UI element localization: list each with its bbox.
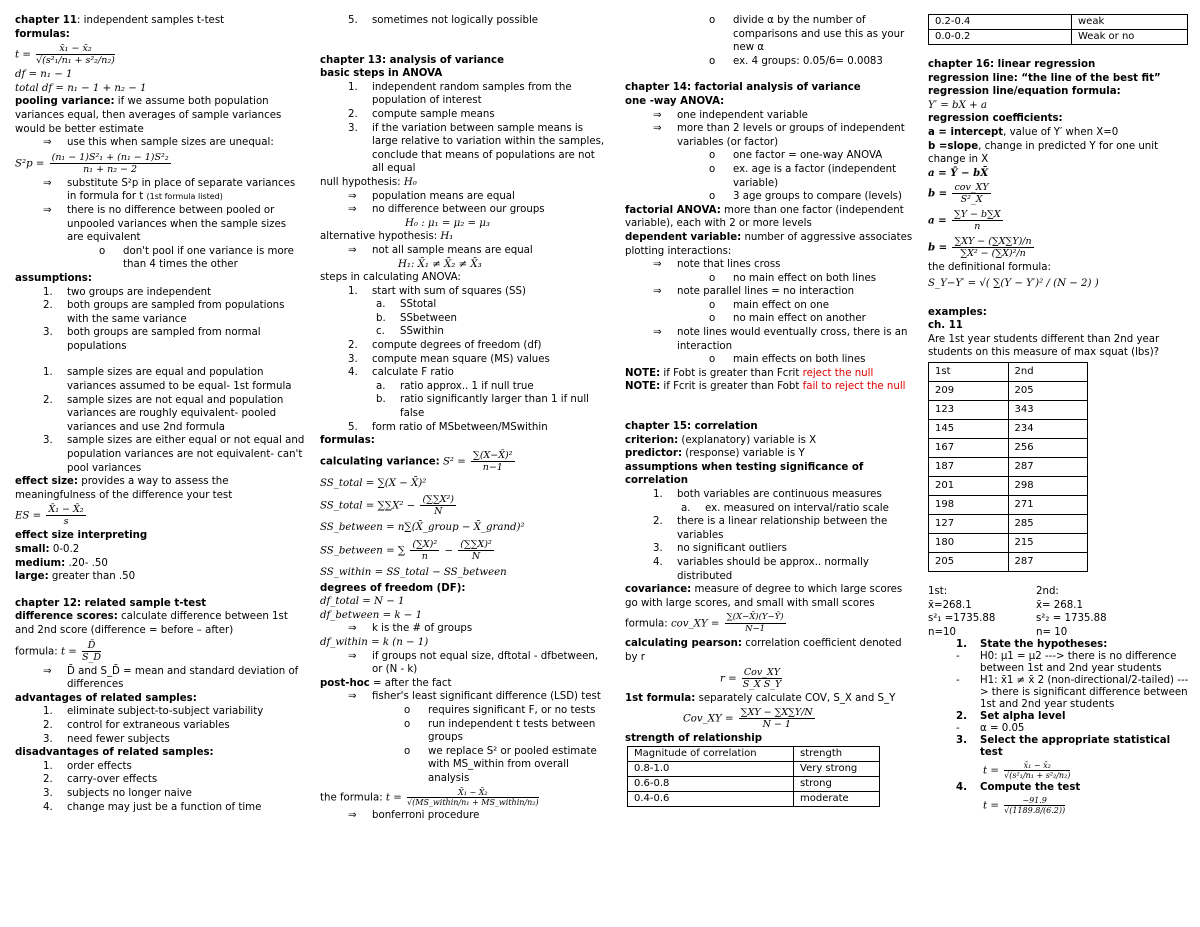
arrow-icon: ⇒	[348, 650, 357, 662]
ch13-ssbetween-1: SS_between = n∑(X̄_group − X̄_grand)²	[320, 522, 525, 534]
arrow-icon: ⇒	[653, 286, 662, 298]
ch14-plot-item: ⇒ note lines would eventually cross, there is an interaction	[653, 327, 908, 352]
bullet-icon: o	[709, 191, 716, 203]
ch15-first-formula: 1st formula: separately calculate COV, S_X and S_Y	[625, 692, 896, 704]
ch14-plot-sub: o main effect on one	[709, 299, 829, 311]
ch13-alt-item: ⇒ not all sample means are equal	[348, 244, 533, 256]
ch12-disadvantage: 1. order effects	[43, 760, 132, 772]
table-row: 201 298	[929, 476, 1088, 495]
arrow-icon: ⇒	[43, 204, 52, 216]
ch12-d-note: ⇒ D̄ and S_D̄ = mean and standard deviation of differences	[43, 665, 299, 691]
arrow-icon: ⇒	[348, 244, 357, 256]
ch13-step: 1. independent random samples from the population of interest	[348, 81, 572, 107]
ch13-ssbetween-2: SS_between = ∑ $\frac{\text{(∑X)²}}{n}$ − $\frac{\text{(∑∑X)²}}{N}$	[320, 539, 492, 562]
ch15-assumption: 1. both variables are continuous measures	[653, 489, 882, 500]
ch13-k-note: ⇒ k is the # of groups	[348, 623, 473, 635]
bullet-icon: o	[404, 745, 411, 757]
ch15-assumption-sub: a. ex. measured on interval/ratio scale	[681, 502, 889, 514]
ch13-basic: basic steps in ANOVA	[320, 68, 443, 80]
bullet-icon: o	[404, 704, 411, 716]
ch15-covariance: covariance: measure of degree to which large scores go with large scores, and small with small scores	[625, 584, 903, 609]
table-row: 0.4-0.6 moderate	[628, 791, 880, 806]
arrow-icon: ⇒	[653, 109, 662, 121]
arrow-icon: ⇒	[348, 623, 357, 635]
ch12-advantage: 3. need fewer subjects	[43, 733, 170, 745]
ch13-alt-eq: H₁: X̄₁ ≠ X̄₂ ≠ X̄₃	[398, 258, 482, 270]
ch11-title-rest: : independent samples t-test	[77, 15, 225, 26]
ch13-fisher-item: o run independent t tests between groups	[404, 718, 596, 744]
ch14-title: chapter 14: factorial analysis of variance	[625, 82, 861, 94]
ch12-disadvantage: 3. subjects no longer naive	[43, 787, 192, 799]
ch14-oneway-sub: o 3 age groups to compare (levels)	[709, 191, 902, 203]
ch11-medium: medium: .20- .50	[15, 557, 108, 569]
ch11-sp-formula: S²p = $\frac{\text{(n₁ − 1)S²₁ + (n₁ − 1)S²₂}}{\text{n₁ + n₂ − 2}}$	[15, 151, 169, 175]
ch16-title: chapter 16: linear regression	[928, 59, 1096, 70]
ch12-formula: formula: t = $\frac{D̄}{S\_D̄}$	[15, 639, 101, 663]
arrow-icon: ⇒	[348, 809, 357, 821]
ch13-step: 3. if the variation between sample means is large relative to variation within the samples, conclude that means of populations are not all equal	[348, 122, 605, 175]
bullet-icon: o	[709, 55, 716, 67]
ch13-fisher: ⇒ fisher's least significant difference (LSD) test	[348, 691, 601, 703]
ch12-disadvantage: 4. change may just be a function of time	[43, 801, 262, 813]
ch13-null-item: ⇒ no difference between our groups	[348, 204, 545, 216]
ch15-title: chapter 15: correlation	[625, 421, 758, 433]
ch14-plot-item: ⇒ note that lines cross	[653, 259, 781, 271]
table-row: 209 205	[929, 381, 1088, 400]
ch14-note-1: NOTE: if Fobt is greater than Fcrit reject the null	[625, 367, 874, 379]
table-row: 145 234	[929, 419, 1088, 438]
ch15-cov2-formula: Cov_XY = $\frac{\sum XY - \sum X\sum Y/N}{N - 1}$	[683, 707, 813, 731]
ch13-df-between: df_between = k − 1	[320, 609, 423, 621]
table-row: 0.2-0.4 weak	[929, 15, 1188, 30]
ch11-effect-size: effect size: provides a way to assess the meaningfulness of the difference your test	[15, 476, 233, 501]
ch14-plotting: plotting interactions:	[625, 245, 732, 257]
ch11-size-case: 2. sample sizes are not equal and population variances are roughly equivalent- pooled variances and use 2nd formula	[43, 394, 284, 433]
ch13-fisher-item: o requires significant F, or no tests	[404, 704, 596, 716]
ch13-null-item: ⇒ population means are equal	[348, 190, 515, 202]
ch13-null-head: null hypothesis: H₀	[320, 176, 417, 188]
ch12-advantage: 2. control for extraneous variables	[43, 719, 230, 731]
stats-group-2: 2nd: x̄= 268.1 s²₂ = 1735.88 n= 10	[1036, 585, 1107, 638]
ch14-note-2: NOTE: if Fcrit is greater than Fobt fail to reject the null	[625, 381, 906, 393]
ch11-pooling: pooling variance: if we assume both population variances equal, then averages of sample variances would be better estimate	[15, 96, 282, 135]
example-h0: - H0: µ1 = µ2 ---> there is no difference between 1st and 2nd year students	[956, 651, 1177, 675]
ch11-assumption: 3. both groups are sampled from normal populations	[43, 327, 261, 352]
ch12-disadvantage: 5. sometimes not logically possible	[348, 15, 539, 26]
ch13-bonf-item: o ex. 4 groups: 0.05/6= 0.0083	[709, 55, 883, 67]
ch11-assumption: 2. both groups are sampled from populations with the same variance	[43, 300, 285, 325]
table-row: 187 287	[929, 457, 1088, 476]
ch11-df1: df = n₁ − 1	[15, 69, 73, 81]
ch11-df2: total df = n₁ − 1 + n₂ − 1	[15, 82, 147, 94]
ch15-assumption: 3. no significant outliers	[653, 543, 787, 555]
bullet-icon: o	[709, 150, 716, 162]
ch16-f4: b = $\frac{\sum XY - (\sum X\sum Y)/n}{\text{∑X² − (∑X)²/n}}$	[928, 236, 1032, 260]
ch13-f-item: b. ratio significantly larger than 1 if null false	[376, 394, 590, 420]
ch14-oneway-item: ⇒ more than 2 levels or groups of independent variables (or factor)	[653, 123, 905, 148]
ch11-title: chapter 11	[15, 15, 77, 26]
ch13-fisher-item: o we replace S² or pooled estimate with MS_within from overall analysis	[404, 745, 597, 784]
arrow-icon: ⇒	[653, 259, 662, 271]
ch14-oneway-sub: o one factor = one-way ANOVA	[709, 150, 883, 162]
ch14-factorial: factorial ANOVA: more than one factor (independent variable), each with 2 or more levels	[625, 204, 904, 230]
ch15-assumption: 4. variables should be approx.. normally distributed	[653, 556, 869, 582]
ch11-dont-pool: o don't pool if one variance is more than 4 times the other	[99, 245, 294, 271]
ch12-diff: difference scores: calculate difference between 1st and 2nd score (difference = before – after)	[15, 611, 288, 636]
ch13-calc-step: 1. start with sum of squares (SS)	[348, 285, 526, 297]
ch11-small: small: 0-0.2	[15, 544, 80, 555]
bullet-icon: o	[709, 313, 716, 325]
example-step: 2. Set alpha level	[956, 711, 1066, 723]
ch13-null-eq: H₀ : μ₁ = μ₂ = μ₃	[405, 217, 491, 229]
column-3	[625, 14, 915, 807]
ch13-title: chapter 13: analysis of variance	[320, 54, 505, 66]
table-row: 0.6-0.8 strong	[628, 776, 880, 791]
ch13-bonferroni: ⇒ bonferroni procedure	[348, 809, 480, 821]
ch13-ss-item: c. SSwithin	[376, 326, 444, 338]
examples-head: examples:	[928, 306, 987, 318]
arrow-icon: ⇒	[43, 177, 52, 189]
ch16-f5: S_Y−Y′ = √( ∑(Y − Y′)² / (N − 2) )	[928, 277, 1099, 289]
table-row: 1st 2nd	[929, 362, 1088, 381]
ch14-plot-sub: o no main effect on another	[709, 313, 866, 325]
stats-group-1: 1st: x̄=268.1 s²₁ =1735.88 n=10	[928, 585, 996, 638]
ch15-assumption: 2. there is a linear relationship between the variables	[653, 516, 888, 541]
arrow-icon: ⇒	[348, 190, 357, 202]
ch13-step: 2. compute sample means	[348, 108, 495, 120]
column-2	[320, 14, 605, 822]
strength-table-continued	[928, 14, 1188, 45]
ch16-slope: b =slope, change in predicted Y for one unit change in X	[928, 140, 1159, 166]
examples-question: Are 1st year students different than 2nd year students on this measure of max squat (lbs)?	[928, 333, 1160, 359]
ch13-calc-step: 3. compute mean square (MS) values	[348, 353, 550, 365]
ch12-title: chapter 12: related sample t-test	[15, 597, 207, 609]
ch13-formulas-head: formulas:	[320, 435, 375, 447]
bullet-icon: o	[404, 718, 411, 730]
ch16-coef-head: regression coefficients:	[928, 113, 1063, 125]
ch13-ss-item: b. SSbetween	[376, 312, 457, 324]
example-t-formula: t = $\frac{\text{x̄₁ − x̄₂}}{\text{√(s²₁/n₁ + s²₂/n₂)}}$	[983, 761, 1071, 781]
ch12-adv-head: advantages of related samples:	[15, 692, 197, 704]
ch14-plot-item: ⇒ note parallel lines = no interaction	[653, 286, 855, 298]
table-row: 127 285	[929, 514, 1088, 533]
example-t-computed: t = $\frac{-91.9}{√(1189.8/(6.2))}$	[983, 796, 1066, 816]
ch11-substitute: ⇒ substitute S²p in place of separate variances in formula for t (1st formula listed)	[43, 177, 296, 203]
ch15-cov-formula: formula: cov_XY = $\frac{\sum(X-X̄)(Y-Ȳ)}{N-1}$	[625, 612, 784, 635]
table-row: 167 256	[929, 438, 1088, 457]
example-step: 3. Select the appropriate statistical test	[956, 735, 1171, 759]
arrow-icon: ⇒	[43, 665, 52, 677]
ch16-definitional: the definitional formula:	[928, 262, 1051, 274]
ch13-df-total: df_total = N − 1	[320, 596, 405, 608]
ch13-calc-head: steps in calculating ANOVA:	[320, 272, 461, 284]
ch16-f3: a = $\frac{\sum Y - b\sum X}{n}$	[928, 209, 1001, 233]
ch13-calc-step: 4. calculate F ratio	[348, 367, 454, 379]
ch14-oneway-sub: o ex. age is a factor (independent variable)	[709, 163, 897, 189]
ch13-bonf-item: o divide α by the number of comparisons and use this as your new α	[709, 15, 905, 54]
ch11-formulas-head: formulas:	[15, 28, 70, 40]
ch13-f-item: a. ratio approx.. 1 if null true	[376, 380, 534, 392]
ch13-df-head: degrees of freedom (DF):	[320, 582, 466, 594]
ch15-assump-head: assumptions when testing significance of correlation	[625, 461, 864, 487]
example-h1: - H1: x̄1 ≠ x̄ 2 (non-directional/2-tailed) --- > there is significant difference between 1st and 2nd year students	[956, 675, 1189, 711]
arrow-icon: ⇒	[653, 327, 662, 339]
ch12-disadvantage: 2. carry-over effects	[43, 774, 158, 786]
ch13-variance: calculating variance: S² = $\frac{\text{∑(X−X̄)²}}{n-1}$	[320, 449, 513, 473]
ch13-sstotal-2: SS_total = ∑∑X² − $\frac{\text{(∑∑X²)}}{N}$	[320, 494, 455, 518]
ch16-f2: b = $\frac{\text{cov\_XY}}{\text{S²\_X}}$	[928, 182, 989, 206]
ch13-lsd-formula: the formula: t = $\frac{\text{X̄₁ − X̄₂}}{\text{√(MS\_within/n₁ + MS\_within/n₂)}}$	[320, 787, 539, 807]
ch11-assumption: 1. two groups are independent	[43, 286, 212, 298]
ch11-unequal: ⇒ use this when sample sizes are unequal:	[43, 137, 274, 149]
ch11-large: large: greater than .50	[15, 571, 136, 583]
ch14-oneway-item: ⇒ one independent variable	[653, 109, 808, 121]
column-4	[928, 14, 1193, 817]
ch11-no-diff: ⇒ there is no difference between pooled or unpooled variances when the sample sizes are equivalent	[43, 204, 287, 244]
example-alpha: - α = 0.05	[956, 723, 1025, 735]
table-row: 0.0-0.2 Weak or no	[929, 30, 1188, 45]
arrow-icon: ⇒	[653, 123, 662, 135]
ch14-plot-sub: o main effects on both lines	[709, 354, 866, 366]
ch12-advantage: 1. eliminate subject-to-subject variability	[43, 706, 264, 718]
bullet-icon: o	[99, 245, 106, 257]
examples-ch: ch. 11	[928, 320, 963, 332]
ch15-strength-head: strength of relationship	[625, 733, 763, 745]
table-row: 205 287	[929, 552, 1088, 571]
ch14-dependent: dependent variable: number of aggressive associates	[625, 231, 913, 243]
ch11-size-case: 3. sample sizes are either equal or not equal and population variances are not equivalent- can't pool variances	[43, 435, 305, 474]
table-row: 180 215	[929, 533, 1088, 552]
column-1	[15, 14, 305, 814]
table-row: 198 271	[929, 495, 1088, 514]
arrow-icon: ⇒	[43, 137, 52, 149]
examples-stats	[928, 585, 1193, 639]
table-row: 123 343	[929, 400, 1088, 419]
bullet-icon: o	[709, 163, 716, 175]
ch11-t-formula: t = $\frac{\text{x̄₁ − x̄₂}}{\text{√(s²₁/n₁ + s²₂/n₂)}}$	[15, 43, 115, 67]
ch15-r-formula: r = $\frac{\text{Cov\_XY}}{\text{S\_X S\_Y}}$	[720, 666, 782, 690]
ch15-criterion: criterion: (explanatory) variable is X	[625, 434, 817, 446]
bullet-icon: o	[709, 15, 716, 26]
ch13-alt-head: alternative hypothesis: H₁	[320, 231, 454, 243]
ch16-intercept: a = intercept, value of Y′ when X=0	[928, 126, 1119, 138]
ch15-predictor: predictor: (response) variable is Y	[625, 448, 805, 460]
ch13-ss-item: a. SStotal	[376, 299, 437, 311]
example-step: 4. Compute the test	[956, 782, 1081, 794]
ch16-line-head: regression line: “the line of the best fit”	[928, 72, 1161, 84]
ch14-oneway: one -way ANOVA:	[625, 95, 725, 107]
table-row: 0.8-1.0 Very strong	[628, 761, 880, 776]
ch11-assumptions-head: assumptions:	[15, 272, 92, 284]
table-row: Magnitude of correlation strength	[628, 746, 880, 761]
squat-table	[928, 362, 1088, 572]
ch13-calc-step: 2. compute degrees of freedom (df)	[348, 340, 542, 352]
ch16-eq-head: regression line/equation formula:	[928, 86, 1121, 98]
bullet-icon: o	[709, 354, 716, 366]
ch13-df-within: df_within = k (n − 1)	[320, 636, 429, 648]
ch13-sswithin: SS_within = SS_total − SS_between	[320, 567, 507, 578]
bullet-icon: o	[709, 272, 716, 284]
arrow-icon: ⇒	[348, 204, 357, 216]
example-step: 1. State the hypotheses:	[956, 639, 1108, 651]
ch11-effect-interp: effect size interpreting	[15, 530, 148, 542]
ch14-plot-sub: o no main effect on both lines	[709, 272, 877, 284]
ch13-posthoc: post-hoc = after the fact	[320, 677, 452, 689]
ch13-calc-step: 5. form ratio of MSbetween/MSwithin	[348, 421, 548, 433]
ch13-sstotal-1: SS_total = ∑(X − X̄)²	[320, 477, 427, 489]
arrow-icon: ⇒	[348, 691, 357, 703]
ch16-eq: Y′ = bX + a	[928, 99, 987, 111]
ch12-disadv-head: disadvantages of related samples:	[15, 747, 214, 759]
strength-table	[627, 746, 880, 807]
ch16-f1: a = Ȳ − bX̄	[928, 166, 989, 179]
ch13-unequal: ⇒ if groups not equal size, dftotal - dfbetween, or (N - k)	[348, 650, 599, 676]
ch11-es-formula: ES = $\frac{\text{X̄₁ − X̄₂}}{s}$	[15, 504, 84, 528]
ch15-pearson: calculating pearson: correlation coefficient denoted by r	[625, 638, 902, 663]
bullet-icon: o	[709, 299, 716, 311]
ch11-size-case: 1. sample sizes are equal and population variances assumed to be equal- 1st formula	[43, 367, 292, 393]
